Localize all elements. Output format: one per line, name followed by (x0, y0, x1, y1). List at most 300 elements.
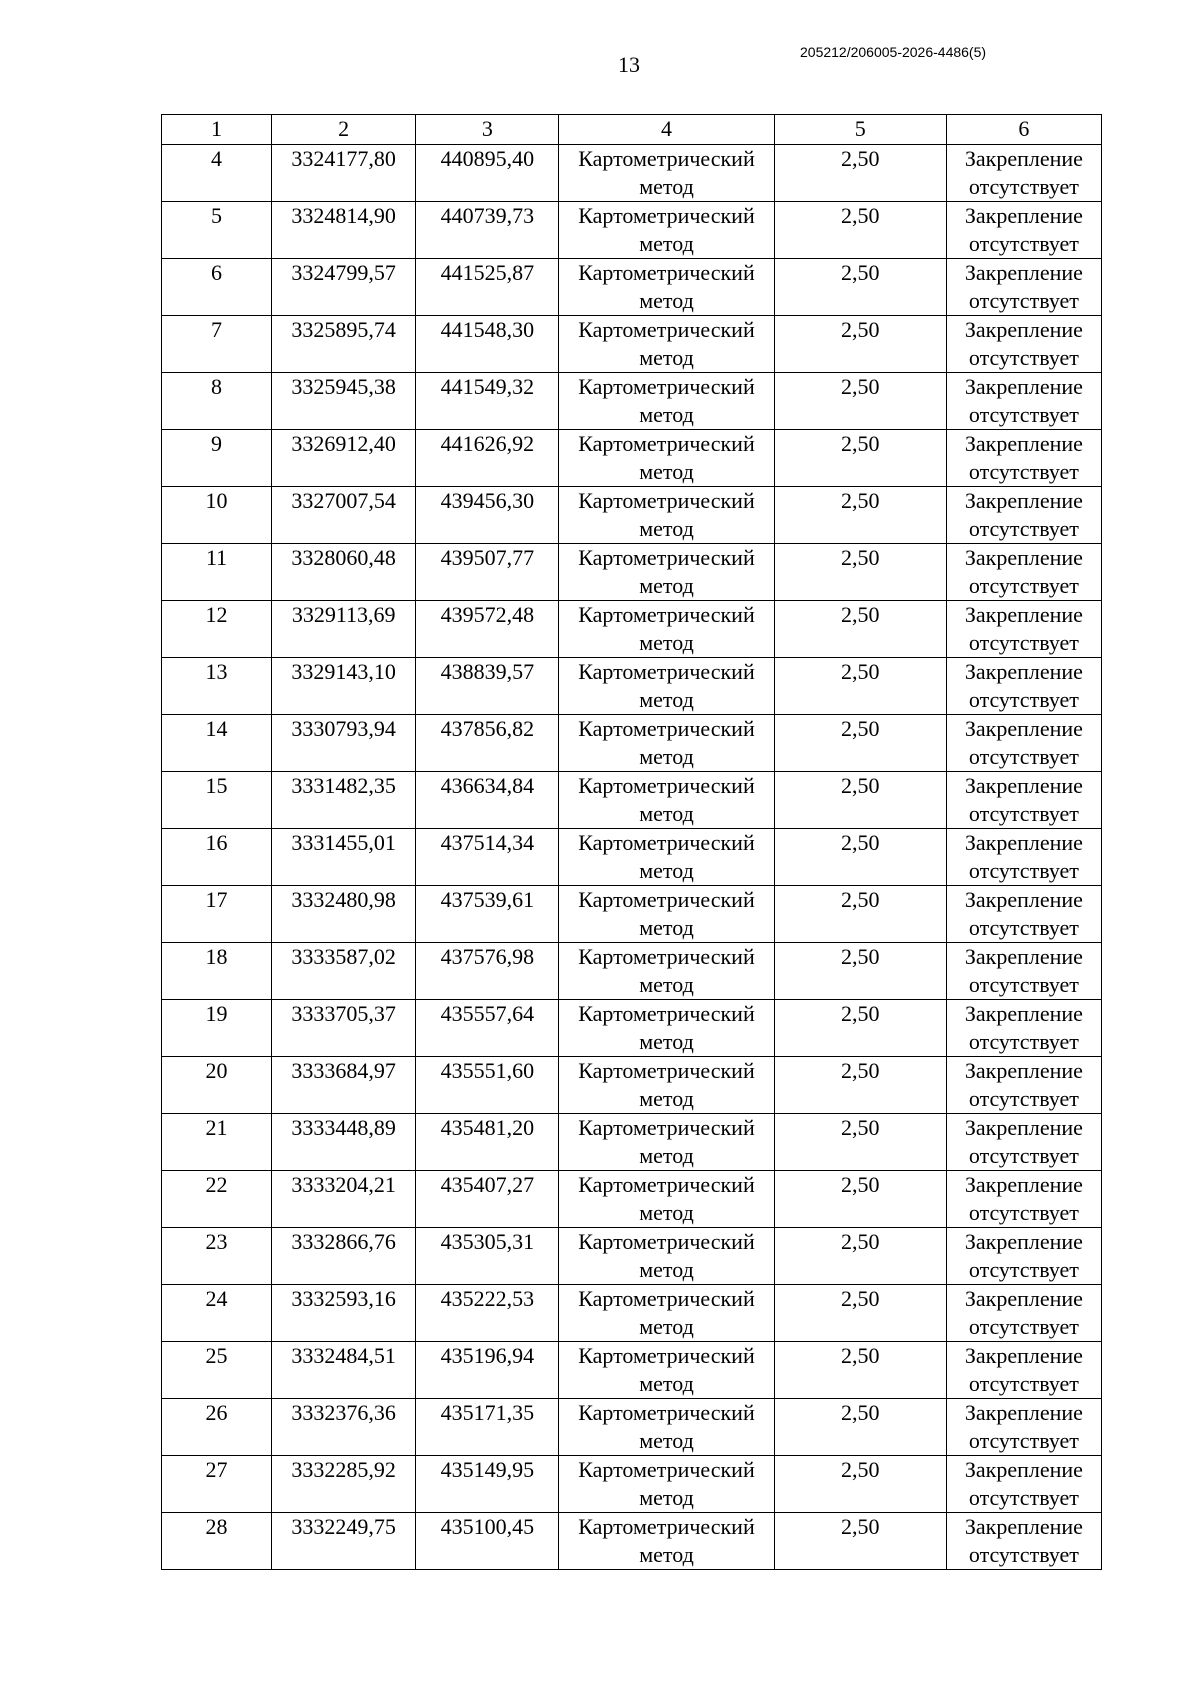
fixation-cell-text: отсутствует (968, 459, 1079, 484)
method-cell-text: Картометрический (578, 1115, 755, 1140)
fixation-cell-text: Закрепление (964, 1400, 1083, 1425)
x-coordinate-cell (272, 772, 416, 829)
accuracy-cell-text: 2,50 (840, 773, 880, 798)
fixation-cell (946, 1285, 1101, 1342)
method-cell-text: метод (639, 516, 694, 541)
fixation-cell (946, 1228, 1101, 1285)
fixation-cell-text: отсутствует (968, 1200, 1079, 1225)
fixation-cell-text: отсутствует (968, 1086, 1079, 1111)
method-cell-text: Картометрический (578, 1514, 755, 1539)
point-number-cell-text: 27 (205, 1457, 228, 1482)
method-cell-text: метод (639, 459, 694, 484)
table-row (162, 316, 1102, 373)
method-cell-text: метод (639, 744, 694, 769)
fixation-cell-text: Закрепление (964, 1115, 1083, 1140)
fixation-cell-text: отсутствует (968, 1314, 1079, 1339)
method-cell-text: Картометрический (578, 1058, 755, 1083)
accuracy-cell-text: 2,50 (840, 659, 880, 684)
accuracy-cell-text: 2,50 (840, 1229, 880, 1254)
accuracy-cell-text: 2,50 (840, 545, 880, 570)
method-cell-text: Картометрический (578, 1343, 755, 1368)
x-coordinate-cell-text: 3333705,37 (291, 1001, 396, 1026)
x-coordinate-cell (272, 487, 416, 544)
method-cell (559, 1114, 774, 1171)
fixation-cell-text: отсутствует (968, 516, 1079, 541)
y-coordinate-cell (416, 1342, 559, 1399)
y-coordinate-cell (416, 145, 559, 202)
y-coordinate-cell-text: 437539,61 (440, 887, 535, 912)
fixation-cell-text: отсутствует (968, 1143, 1079, 1168)
column-header-5: 5 (774, 115, 946, 145)
method-cell-text: Картометрический (578, 431, 755, 456)
method-cell-text: метод (639, 1428, 694, 1453)
accuracy-cell-text: 2,50 (840, 203, 880, 228)
y-coordinate-cell (416, 1456, 559, 1513)
point-number-cell (162, 1228, 272, 1285)
y-coordinate-cell (416, 1000, 559, 1057)
accuracy-cell-text: 2,50 (840, 1001, 880, 1026)
point-number-cell (162, 1285, 272, 1342)
accuracy-cell-text: 2,50 (840, 830, 880, 855)
fixation-cell-text: Закрепление (964, 830, 1083, 855)
fixation-cell-text: Закрепление (964, 203, 1083, 228)
accuracy-cell (774, 943, 946, 1000)
x-coordinate-cell-text: 3331455,01 (291, 830, 396, 855)
point-number-cell (162, 1456, 272, 1513)
x-coordinate-cell (272, 943, 416, 1000)
method-cell-text: Картометрический (578, 317, 755, 342)
x-coordinate-cell-text: 3332593,16 (291, 1286, 396, 1311)
fixation-cell-text: Закрепление (964, 1286, 1083, 1311)
table-row (162, 259, 1102, 316)
point-number-cell-text: 8 (211, 374, 223, 399)
y-coordinate-cell (416, 1513, 559, 1570)
method-cell-text: метод (639, 858, 694, 883)
y-coordinate-cell-text: 435551,60 (440, 1058, 535, 1083)
table-row (162, 145, 1102, 202)
accuracy-cell (774, 772, 946, 829)
method-cell (559, 1228, 774, 1285)
point-number-cell (162, 1513, 272, 1570)
x-coordinate-cell-text: 3332285,92 (291, 1457, 396, 1482)
method-cell-text: Картометрический (578, 146, 755, 171)
fixation-cell (946, 1000, 1101, 1057)
method-cell (559, 658, 774, 715)
x-coordinate-cell-text: 3329143,10 (291, 659, 396, 684)
fixation-cell-text: отсутствует (968, 573, 1079, 598)
y-coordinate-cell (416, 1228, 559, 1285)
method-cell (559, 316, 774, 373)
x-coordinate-cell-text: 3324177,80 (291, 146, 396, 171)
method-cell-text: Картометрический (578, 944, 755, 969)
y-coordinate-cell-text: 435481,20 (440, 1115, 535, 1140)
point-number-cell-text: 5 (211, 203, 223, 228)
x-coordinate-cell (272, 1285, 416, 1342)
table-header-row (162, 115, 1102, 145)
method-cell-text: Картометрический (578, 773, 755, 798)
method-cell-text: метод (639, 801, 694, 826)
accuracy-cell-text: 2,50 (840, 1400, 880, 1425)
point-number-cell (162, 601, 272, 658)
y-coordinate-cell (416, 259, 559, 316)
x-coordinate-cell-text: 3324799,57 (291, 260, 396, 285)
x-coordinate-cell (272, 430, 416, 487)
fixation-cell (946, 202, 1101, 259)
fixation-cell (946, 829, 1101, 886)
x-coordinate-cell (272, 1057, 416, 1114)
table-row (162, 1228, 1102, 1285)
x-coordinate-cell-text: 3332376,36 (291, 1400, 396, 1425)
point-number-cell (162, 1171, 272, 1228)
method-cell-text: метод (639, 1257, 694, 1282)
fixation-cell-text: Закрепление (964, 431, 1083, 456)
point-number-cell (162, 1114, 272, 1171)
table-row (162, 601, 1102, 658)
point-number-cell-text: 15 (205, 773, 228, 798)
y-coordinate-cell-text: 438839,57 (440, 659, 535, 684)
fixation-cell-text: Закрепление (964, 659, 1083, 684)
fixation-cell-text: Закрепление (964, 944, 1083, 969)
fixation-cell (946, 1456, 1101, 1513)
point-number-cell-text: 21 (205, 1115, 228, 1140)
y-coordinate-cell (416, 1057, 559, 1114)
x-coordinate-cell-text: 3325895,74 (291, 317, 396, 342)
x-coordinate-cell (272, 316, 416, 373)
point-number-cell (162, 259, 272, 316)
x-coordinate-cell-text: 3328060,48 (291, 545, 396, 570)
point-number-cell-text: 19 (205, 1001, 228, 1026)
y-coordinate-cell-text: 435222,53 (440, 1286, 535, 1311)
fixation-cell (946, 430, 1101, 487)
fixation-cell (946, 1399, 1101, 1456)
x-coordinate-cell-text: 3333204,21 (291, 1172, 396, 1197)
fixation-cell-text: отсутствует (968, 1029, 1079, 1054)
point-number-cell (162, 1342, 272, 1399)
x-coordinate-cell (272, 1171, 416, 1228)
x-coordinate-cell (272, 1228, 416, 1285)
accuracy-cell (774, 886, 946, 943)
method-cell (559, 145, 774, 202)
y-coordinate-cell-text: 439456,30 (440, 488, 535, 513)
x-coordinate-cell (272, 829, 416, 886)
table-row (162, 886, 1102, 943)
y-coordinate-cell (416, 715, 559, 772)
method-cell-text: метод (639, 288, 694, 313)
method-cell (559, 1285, 774, 1342)
x-coordinate-cell (272, 1342, 416, 1399)
y-coordinate-cell-text: 435557,64 (440, 1001, 535, 1026)
fixation-cell (946, 259, 1101, 316)
point-number-cell (162, 430, 272, 487)
x-coordinate-cell (272, 544, 416, 601)
method-cell (559, 1456, 774, 1513)
point-number-cell-text: 25 (205, 1343, 228, 1368)
y-coordinate-cell-text: 441626,92 (440, 431, 535, 456)
fixation-cell-text: Закрепление (964, 773, 1083, 798)
table-row (162, 1513, 1102, 1570)
point-number-cell-text: 6 (211, 260, 223, 285)
accuracy-cell (774, 601, 946, 658)
method-cell (559, 373, 774, 430)
y-coordinate-cell (416, 1399, 559, 1456)
fixation-cell (946, 1342, 1101, 1399)
method-cell (559, 1171, 774, 1228)
accuracy-cell-text: 2,50 (840, 1457, 880, 1482)
fixation-cell (946, 1114, 1101, 1171)
method-cell (559, 430, 774, 487)
method-cell-text: метод (639, 687, 694, 712)
x-coordinate-cell (272, 601, 416, 658)
fixation-cell-text: Закрепление (964, 1514, 1083, 1539)
method-cell-text: Картометрический (578, 1229, 755, 1254)
point-number-cell-text: 16 (205, 830, 228, 855)
accuracy-cell-text: 2,50 (840, 374, 880, 399)
method-cell-text: метод (639, 402, 694, 427)
method-cell-text: метод (639, 174, 694, 199)
method-cell (559, 487, 774, 544)
method-cell-text: Картометрический (578, 830, 755, 855)
y-coordinate-cell (416, 544, 559, 601)
point-number-cell (162, 772, 272, 829)
y-coordinate-cell (416, 943, 559, 1000)
y-coordinate-cell-text: 435171,35 (440, 1400, 535, 1425)
y-coordinate-cell (416, 1114, 559, 1171)
method-cell-text: Картометрический (578, 716, 755, 741)
column-header-6: 6 (946, 115, 1101, 145)
point-number-cell (162, 886, 272, 943)
point-number-cell-text: 26 (205, 1400, 228, 1425)
y-coordinate-cell-text: 441525,87 (440, 260, 535, 285)
fixation-cell-text: отсутствует (968, 1428, 1079, 1453)
y-coordinate-cell (416, 1171, 559, 1228)
y-coordinate-cell-text: 437514,34 (440, 830, 535, 855)
method-cell-text: Картометрический (578, 659, 755, 684)
accuracy-cell (774, 658, 946, 715)
method-cell-text: метод (639, 972, 694, 997)
y-coordinate-cell (416, 430, 559, 487)
x-coordinate-cell-text: 3333684,97 (291, 1058, 396, 1083)
fixation-cell-text: отсутствует (968, 1542, 1079, 1567)
point-number-cell (162, 316, 272, 373)
x-coordinate-cell (272, 715, 416, 772)
y-coordinate-cell-text: 441549,32 (440, 374, 535, 399)
fixation-cell-text: отсутствует (968, 1257, 1079, 1282)
fixation-cell-text: отсутствует (968, 1485, 1079, 1510)
table-row (162, 487, 1102, 544)
column-header-2: 2 (272, 115, 416, 145)
accuracy-cell-text: 2,50 (840, 488, 880, 513)
fixation-cell-text: отсутствует (968, 801, 1079, 826)
accuracy-cell-text: 2,50 (840, 887, 880, 912)
point-number-cell (162, 829, 272, 886)
point-number-cell (162, 1399, 272, 1456)
x-coordinate-cell (272, 1114, 416, 1171)
point-number-cell-text: 4 (211, 146, 223, 171)
accuracy-cell (774, 1513, 946, 1570)
point-number-cell-text: 14 (205, 716, 228, 741)
y-coordinate-cell-text: 440739,73 (440, 203, 535, 228)
accuracy-cell (774, 1228, 946, 1285)
method-cell-text: Картометрический (578, 1172, 755, 1197)
table-body (162, 145, 1102, 1570)
table-row (162, 1342, 1102, 1399)
fixation-cell (946, 601, 1101, 658)
fixation-cell (946, 943, 1101, 1000)
fixation-cell-text: Закрепление (964, 317, 1083, 342)
method-cell (559, 886, 774, 943)
fixation-cell-text: отсутствует (968, 687, 1079, 712)
accuracy-cell (774, 1114, 946, 1171)
accuracy-cell-text: 2,50 (840, 1058, 880, 1083)
table-row (162, 202, 1102, 259)
point-number-cell (162, 145, 272, 202)
y-coordinate-cell-text: 435100,45 (440, 1514, 535, 1539)
method-cell-text: Картометрический (578, 887, 755, 912)
y-coordinate-cell (416, 202, 559, 259)
table-row (162, 1171, 1102, 1228)
accuracy-cell-text: 2,50 (840, 1514, 880, 1539)
column-header-1: 1 (162, 115, 272, 145)
method-cell-text: Картометрический (578, 374, 755, 399)
method-cell-text: Картометрический (578, 1001, 755, 1026)
method-cell-text: метод (639, 345, 694, 370)
accuracy-cell (774, 259, 946, 316)
method-cell-text: метод (639, 915, 694, 940)
x-coordinate-cell (272, 202, 416, 259)
fixation-cell (946, 1513, 1101, 1570)
accuracy-cell (774, 715, 946, 772)
y-coordinate-cell-text: 435196,94 (440, 1343, 535, 1368)
accuracy-cell (774, 829, 946, 886)
fixation-cell-text: отсутствует (968, 972, 1079, 997)
accuracy-cell-text: 2,50 (840, 944, 880, 969)
table-row (162, 658, 1102, 715)
accuracy-cell (774, 544, 946, 601)
fixation-cell-text: Закрепление (964, 1229, 1083, 1254)
method-cell-text: Картометрический (578, 545, 755, 570)
fixation-cell (946, 487, 1101, 544)
accuracy-cell-text: 2,50 (840, 1172, 880, 1197)
method-cell (559, 772, 774, 829)
y-coordinate-cell (416, 886, 559, 943)
fixation-cell-text: Закрепление (964, 1457, 1083, 1482)
point-number-cell (162, 202, 272, 259)
method-cell-text: метод (639, 1371, 694, 1396)
x-coordinate-cell-text: 3325945,38 (291, 374, 396, 399)
method-cell-text: метод (639, 1314, 694, 1339)
x-coordinate-cell-text: 3332866,76 (291, 1229, 396, 1254)
method-cell (559, 943, 774, 1000)
fixation-cell-text: Закрепление (964, 1172, 1083, 1197)
accuracy-cell (774, 202, 946, 259)
accuracy-cell (774, 1057, 946, 1114)
fixation-cell-text: отсутствует (968, 915, 1079, 940)
fixation-cell-text: отсутствует (968, 345, 1079, 370)
accuracy-cell-text: 2,50 (840, 716, 880, 741)
document-id: 205212/206005-2026-4486(5) (800, 44, 987, 60)
accuracy-cell (774, 1171, 946, 1228)
method-cell-text: Картометрический (578, 488, 755, 513)
method-cell-text: метод (639, 1542, 694, 1567)
point-number-cell-text: 17 (205, 887, 228, 912)
point-number-cell-text: 9 (211, 431, 223, 456)
accuracy-cell-text: 2,50 (840, 146, 880, 171)
fixation-cell (946, 1171, 1101, 1228)
point-number-cell-text: 13 (205, 659, 228, 684)
y-coordinate-cell-text: 440895,40 (440, 146, 535, 171)
y-coordinate-cell (416, 772, 559, 829)
point-number-cell-text: 18 (205, 944, 228, 969)
fixation-cell-text: отсутствует (968, 231, 1079, 256)
fixation-cell (946, 715, 1101, 772)
table-row (162, 1399, 1102, 1456)
accuracy-cell (774, 373, 946, 430)
method-cell-text: метод (639, 1143, 694, 1168)
fixation-cell (946, 1057, 1101, 1114)
method-cell (559, 202, 774, 259)
fixation-cell (946, 373, 1101, 430)
y-coordinate-cell-text: 437856,82 (440, 716, 535, 741)
column-header-3: 3 (416, 115, 559, 145)
y-coordinate-cell-text: 437576,98 (440, 944, 535, 969)
y-coordinate-cell-text: 435149,95 (440, 1457, 535, 1482)
x-coordinate-cell-text: 3324814,90 (291, 203, 396, 228)
accuracy-cell-text: 2,50 (840, 1343, 880, 1368)
x-coordinate-cell-text: 3333448,89 (291, 1115, 396, 1140)
accuracy-cell (774, 145, 946, 202)
x-coordinate-cell (272, 1456, 416, 1513)
point-number-cell-text: 10 (205, 488, 228, 513)
method-cell (559, 544, 774, 601)
table-row (162, 1000, 1102, 1057)
fixation-cell-text: Закрепление (964, 1058, 1083, 1083)
point-number-cell-text: 7 (211, 317, 223, 342)
fixation-cell-text: Закрепление (964, 602, 1083, 627)
method-cell-text: метод (639, 1200, 694, 1225)
method-cell (559, 829, 774, 886)
point-number-cell-text: 11 (205, 545, 228, 570)
method-cell (559, 1057, 774, 1114)
method-cell-text: метод (639, 1029, 694, 1054)
method-cell-text: метод (639, 231, 694, 256)
fixation-cell (946, 658, 1101, 715)
accuracy-cell-text: 2,50 (840, 431, 880, 456)
fixation-cell-text: Закрепление (964, 887, 1083, 912)
accuracy-cell-text: 2,50 (840, 260, 880, 285)
coordinates-table (161, 114, 1102, 1570)
x-coordinate-cell-text: 3332484,51 (291, 1343, 396, 1368)
fixation-cell-text: отсутствует (968, 630, 1079, 655)
point-number-cell (162, 658, 272, 715)
method-cell (559, 1342, 774, 1399)
fixation-cell-text: отсутствует (968, 1371, 1079, 1396)
x-coordinate-cell-text: 3326912,40 (291, 431, 396, 456)
table-row (162, 1114, 1102, 1171)
x-coordinate-cell-text: 3333587,02 (291, 944, 396, 969)
fixation-cell-text: отсутствует (968, 174, 1079, 199)
method-cell-text: Картометрический (578, 1457, 755, 1482)
y-coordinate-cell (416, 1285, 559, 1342)
method-cell-text: Картометрический (578, 602, 755, 627)
x-coordinate-cell-text: 3330793,94 (291, 716, 396, 741)
method-cell-text: метод (639, 1485, 694, 1510)
fixation-cell (946, 316, 1101, 373)
page-number: 13 (618, 52, 640, 77)
table-row (162, 1285, 1102, 1342)
table-row (162, 373, 1102, 430)
method-cell (559, 1513, 774, 1570)
y-coordinate-cell-text: 435407,27 (440, 1172, 535, 1197)
